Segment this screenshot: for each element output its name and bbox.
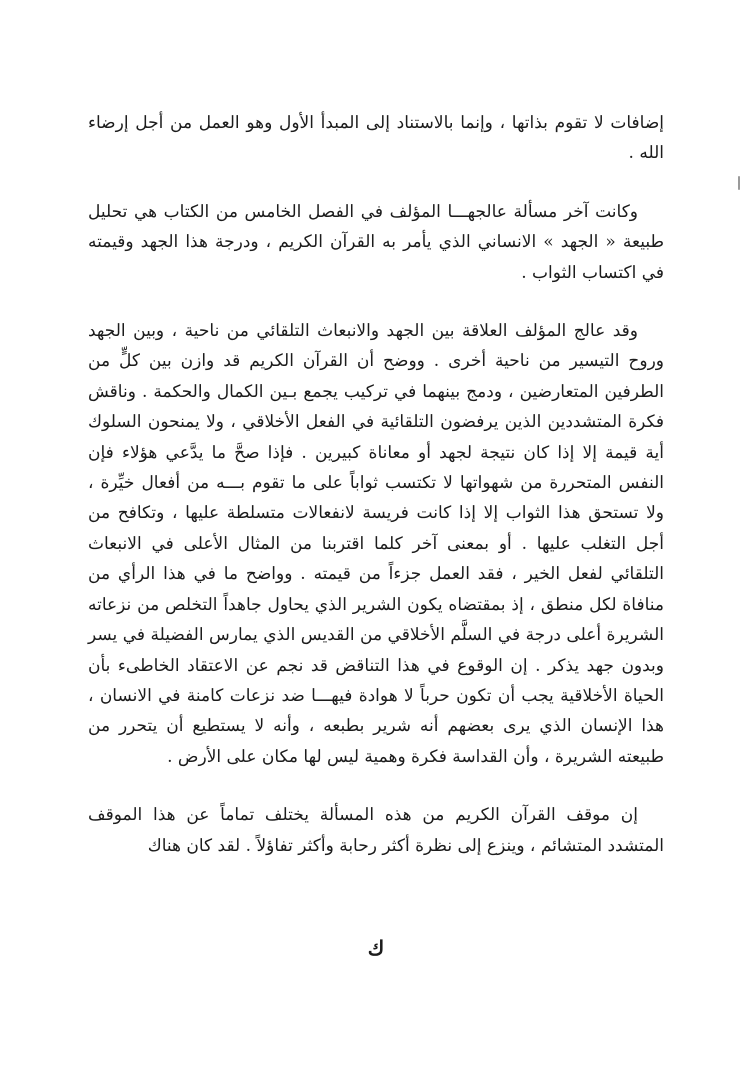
page-number: ك (367, 936, 385, 960)
paragraph-quran-position: إن موقف القرآن الكريم من هذه المسألة يختلف تماماً عن هذا الموقف المتشدد المتشائم ، وينزع إلى نظرة أكثر رحابة وأكثر تفاؤلاً . لقد كان هناك (88, 805, 664, 856)
paragraph-continuation: إضافات لا تقوم بذاتها ، وإنما بالاستناد إلى المبدأ الأول وهو العمل من أجل إرضاء الله . (88, 113, 664, 164)
paragraph-effort-question: وكانت آخر مسألة عالجهـــا المؤلف في الفصل الخامس من الكتاب هي تحليل طبيعة « الجهد » الانساني الذي يأمر به القرآن الكريم ، ودرجة هذا الجهد وقيمته في اكتساب الثواب . (88, 201, 664, 283)
paragraph-effort-spontaneity: وقد عالج المؤلف العلاقة بين الجهد والانبعاث التلقائي من ناحية ، وبين الجهد وروح التيسير من ناحية أخرى . ووضح أن القرآن الكريم قد وازن بين كلٍّ من الطرفين المتعارضين ، ودمج بينهما في تركيب يجمع بـين الكمال والحكمة . وناقش فكرة المتشددين الذين يرفضون التلقائية في الفعل الأخلاقي ، ولا يمنحون السلوك أية قيمة إلا إذا كان نتيجة لجهد أو معاناة كبيرين . فإذا صحَّ ما يدَّعي هؤلاء فإن النفس المتحررة من شهواتها لا تكتسب ثواباً على ما تقوم بـــه من أفعال خيِّرة ، ولا تستحق هذا الثواب إلا إذا كانت فريسة لانفعالات متسلطة عليها ، وتكافح من أجل التغلب عليها . أو بمعنى آخر كلما اقتربنا من المثال الأعلى في الانبعاث التلقائي لفعل الخير ، فقد العمل جزءاً من قيمته . وواضح ما في هذا الرأي من منافاة لكل منطق ، إذ بمقتضاه يكون الشرير الذي يحاول جاهداً التخلص من نزعاته الشريرة أعلى درجة في السلَّم الأخلاقي من القديس الذي يمارس الفضيلة في يسر وبدون جهد يذكر . إن الوقوع في هذا التناقض قد نجم عن الاعتقاد الخاطىء بأن الحياة الأخلاقية يجب أن تكون حرباً لا هوادة فيهـــا ضد نزعات كامنة في الانسان ، هذا الإنسان الذي يرى بعضهم أنه شرير بطبعه ، وأنه لا يستطيع أن يتحرر من طبيعته الشريرة ، وأن القداسة فكرة وهمية ليس لها مكان على الأرض . (88, 321, 665, 767)
page-body (88, 108, 664, 861)
margin-mark (738, 176, 740, 190)
